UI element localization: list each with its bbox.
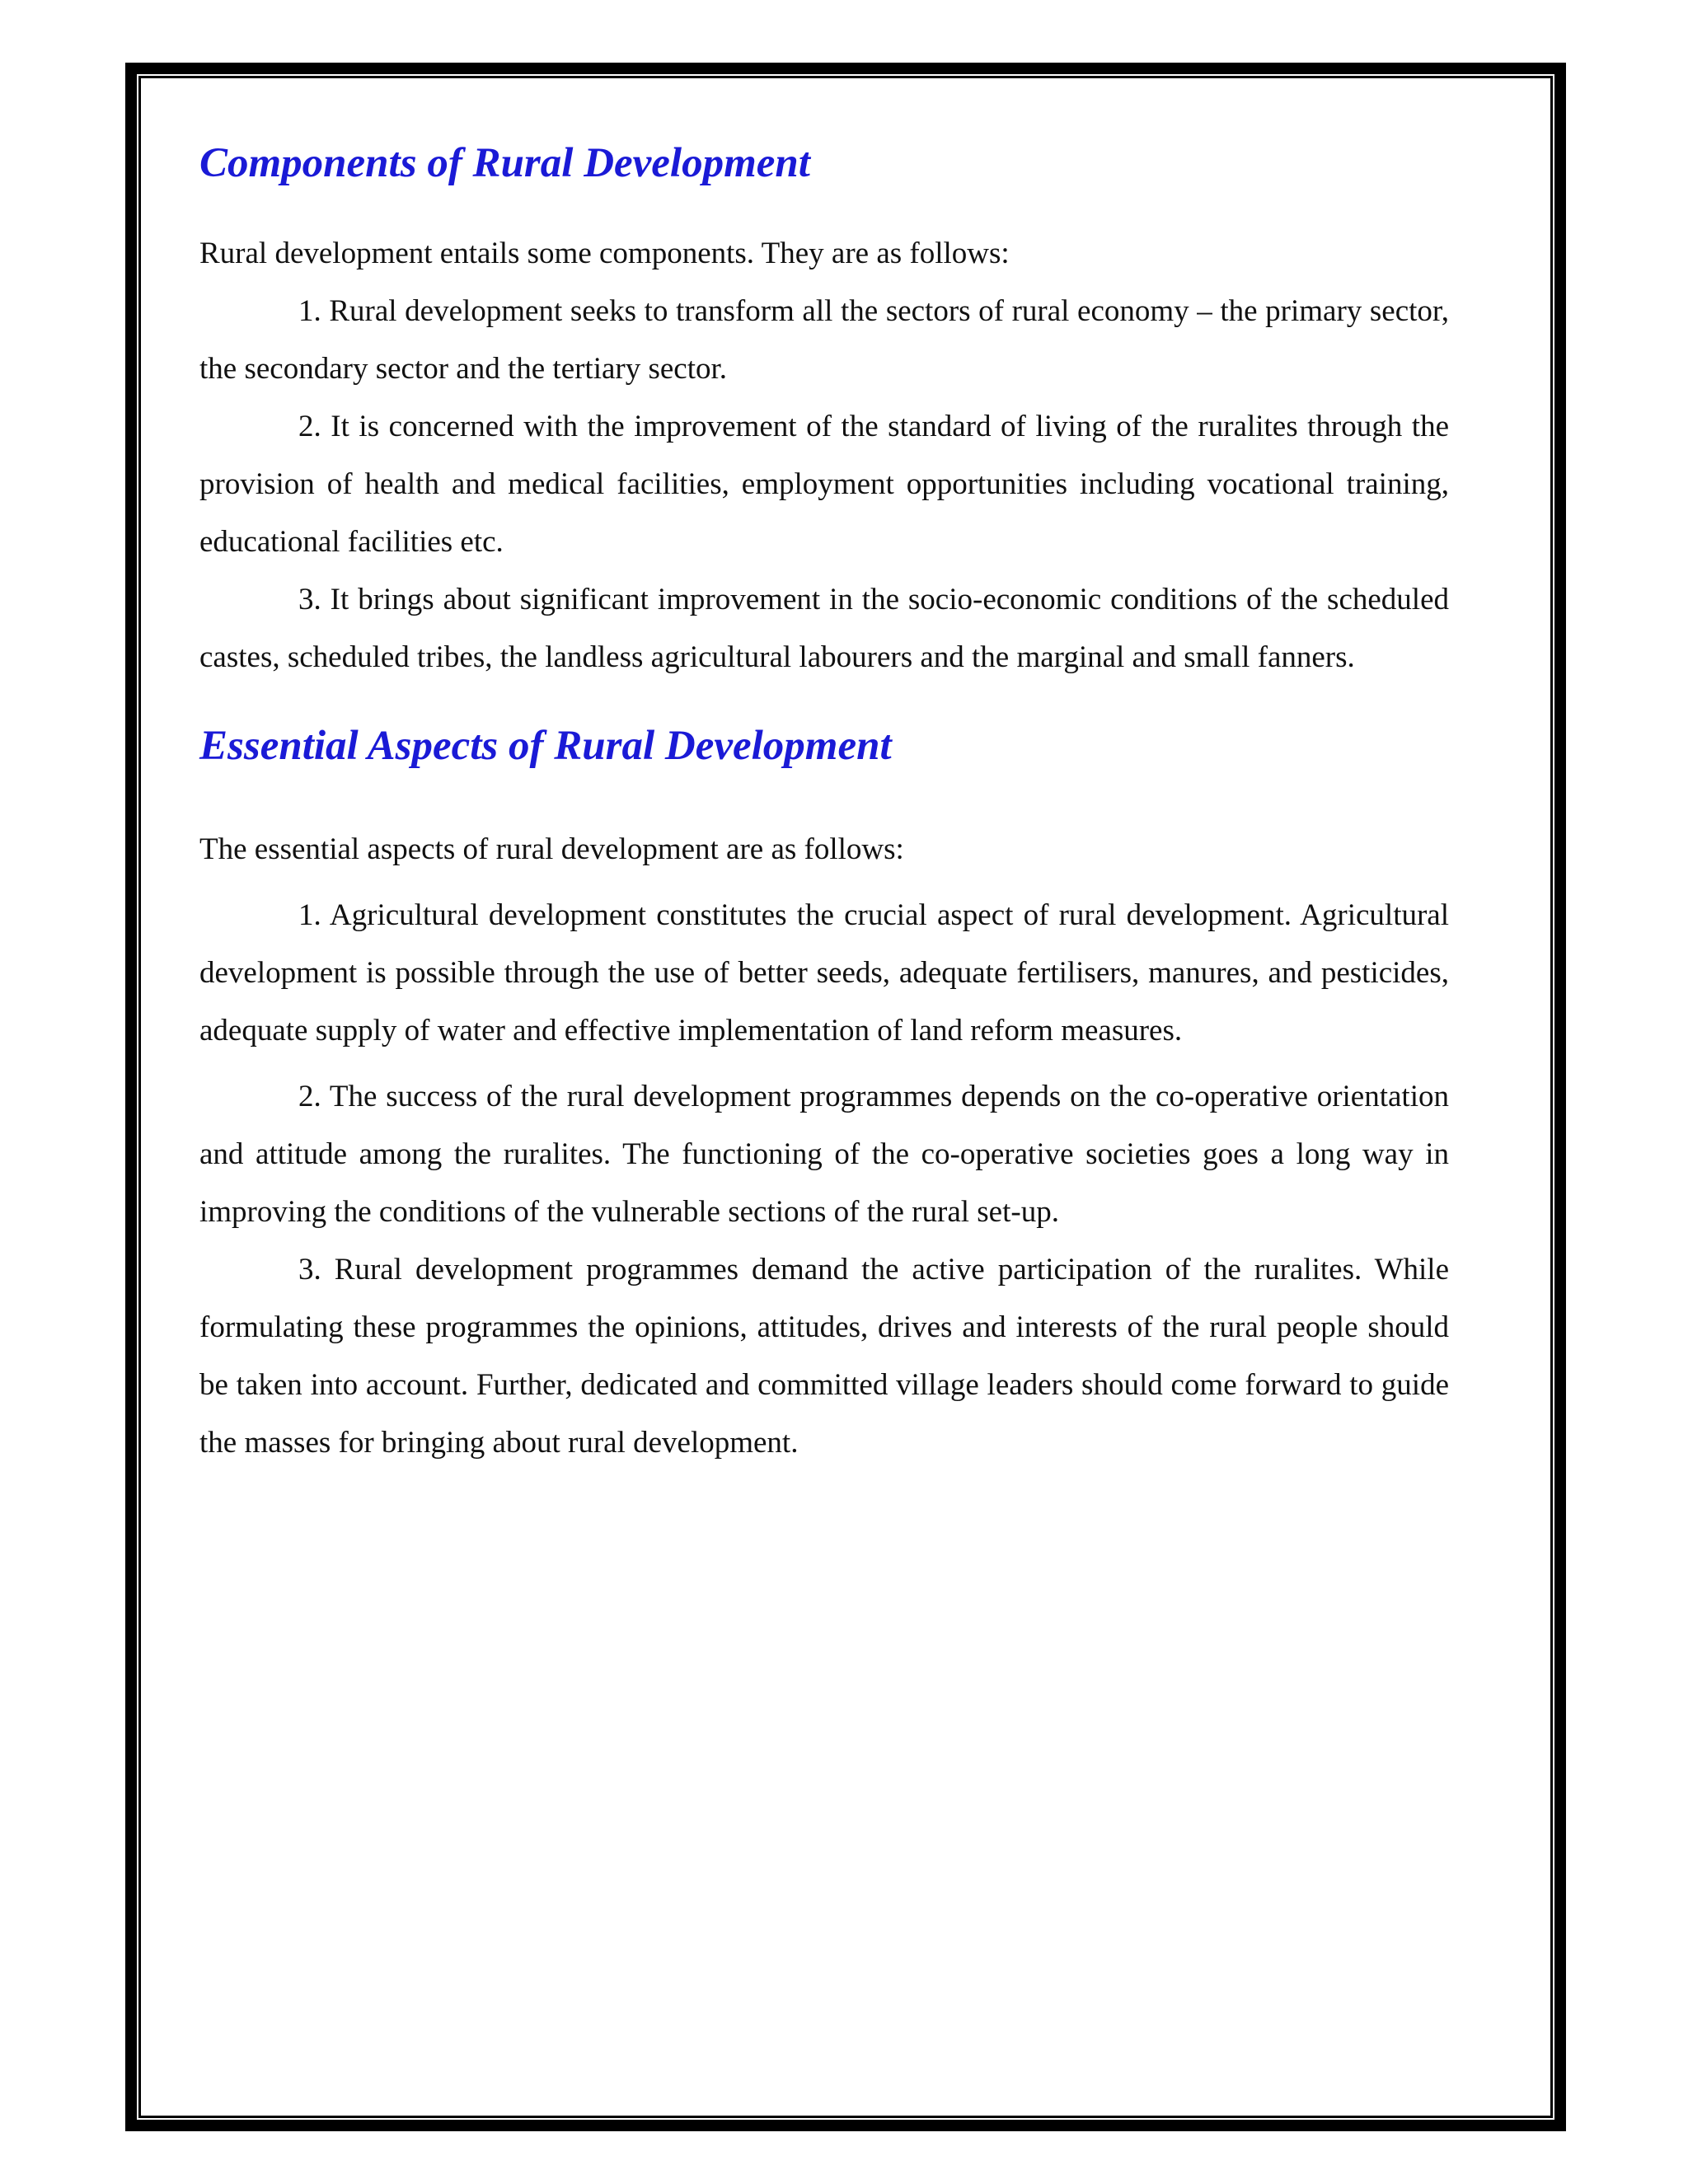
list-item: 3. It brings about significant improvement in the socio-economic conditions of the scheduled castes, scheduled tribes, the landless agricultural labourers and the marginal and small fanners. <box>199 583 1449 675</box>
list-item: 1. Rural development seeks to transform all the sectors of rural economy – the primary sector, the secondary sector and the tertiary sector. <box>199 294 1449 387</box>
section-heading-essential-aspects: Essential Aspects of Rural Development <box>199 723 892 770</box>
list-item: 2. It is concerned with the improvement of the standard of living of the ruralites through the provision of health and medical facilities, employment opportunities including vocational training, educational facilities etc. <box>199 410 1449 560</box>
list-item: 2. The success of the rural development programmes depends on the co-operative orientation and attitude among the ruralites. The functioning of the co-operative societies goes a long way in improving the conditions of the vulnerable sections of the rural set-up. <box>199 1080 1449 1230</box>
list-item: 1. Agricultural development constitutes the crucial aspect of rural development. Agricultural development is possible through the use of better seeds, adequate fertilisers, manures, and pesticides, adequate supply of water and effective implementation of land reform measures. <box>199 898 1449 1048</box>
document-body <box>199 124 1449 1472</box>
section-intro-essential-aspects: The essential aspects of rural development are as follows: <box>199 832 904 867</box>
section-intro-components: Rural development entails some components. They are as follows: <box>199 237 1010 271</box>
list-item: 3. Rural development programmes demand the active participation of the ruralites. While formulating these programmes the opinions, attitudes, drives and interests of the rural people should be taken into account. Further, dedicated and committed village leaders should come forward to guide the masses for bringing about rural development. <box>199 1253 1449 1460</box>
section-heading-components: Components of Rural Development <box>199 140 810 186</box>
